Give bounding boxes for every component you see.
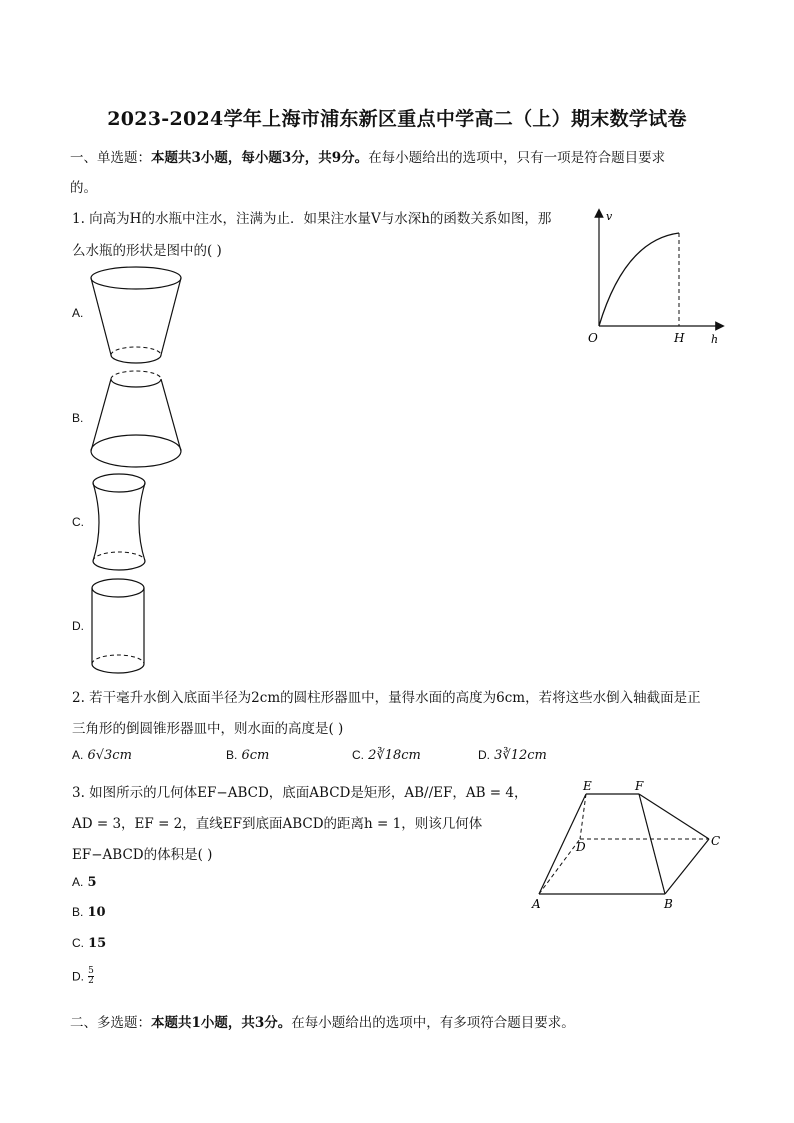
q1-option-d-shape[interactable] — [88, 576, 158, 681]
vertex-c-label: C — [711, 834, 721, 848]
q1-option-c-label[interactable]: C. — [72, 515, 84, 529]
x-axis-label: h — [711, 333, 719, 346]
h-mark-label: H — [674, 331, 685, 345]
q2-option-b-label: B. — [226, 748, 238, 762]
q2-option-c-value: 2∛18cm — [368, 748, 421, 763]
q2-option-a[interactable] — [72, 748, 132, 763]
section1-rest: 在每小题给出的选项中，只有一项是符合题目要求 — [368, 150, 666, 166]
q2-option-a-label: A. — [72, 748, 84, 762]
q3-text-line3: EF−ABCD的体积是( ) — [72, 847, 213, 863]
section1-bold: 本题共3小题，每小题3分，共9分。 — [151, 150, 369, 166]
y-axis-label: v — [606, 210, 613, 223]
volume-curve — [599, 233, 679, 326]
page-title: 2023-2024学年上海市浦东新区重点中学高二（上）期末数学试卷 — [107, 108, 687, 130]
q3-option-a[interactable] — [72, 875, 97, 890]
q3-solid-figure — [528, 776, 728, 914]
q3-option-c-value: 15 — [88, 936, 107, 951]
q2-option-c[interactable] — [352, 748, 421, 763]
q1-text-line2: 么水瓶的形状是图中的( ) — [72, 243, 222, 259]
q2-option-b[interactable] — [226, 748, 269, 763]
fraction-numerator: 5 — [88, 966, 94, 976]
q2-option-d-label: D. — [478, 748, 490, 762]
fraction-denominator: 2 — [88, 976, 94, 986]
q3-option-c-label: C. — [72, 936, 84, 950]
q1-volume-graph — [585, 205, 725, 350]
q2-option-c-label: C. — [352, 748, 364, 762]
q1-option-b-shape[interactable] — [88, 367, 188, 472]
vertex-a-label: A — [532, 897, 541, 911]
vertex-d-label: D — [576, 840, 586, 854]
q3-option-d-label: D. — [72, 969, 84, 984]
q3-text-line2: AD = 3，EF = 2，直线EF到底面ABCD的距离h = 1，则该几何体 — [72, 816, 483, 832]
q2-text-line2: 三角形的倒圆锥形器皿中，则水面的高度是( ) — [72, 721, 344, 737]
q1-option-a-shape[interactable] — [88, 265, 188, 367]
q3-option-b-label: B. — [72, 905, 84, 919]
q3-option-d[interactable] — [72, 967, 94, 986]
vertex-f-label: F — [635, 779, 644, 793]
q1-option-c-shape[interactable] — [88, 471, 158, 576]
origin-label: O — [588, 331, 598, 345]
q2-option-d[interactable] — [478, 748, 547, 763]
q3-option-d-fraction — [88, 967, 94, 986]
section1-prefix: 一、单选题： — [70, 150, 151, 166]
q3-option-b-value: 10 — [87, 905, 106, 920]
q2-option-a-value: 6√3cm — [87, 748, 132, 763]
vertex-e-label: E — [583, 779, 592, 793]
section2-rest: 在每小题给出的选项中，有多项符合题目要求。 — [291, 1015, 575, 1031]
section1-line2: 的。 — [70, 180, 97, 196]
q1-option-d-label[interactable]: D. — [72, 619, 84, 633]
q3-option-c[interactable] — [72, 936, 106, 951]
q1-option-a-label[interactable]: A. — [72, 306, 84, 320]
q3-option-a-value: 5 — [87, 875, 97, 890]
q3-option-a-label: A. — [72, 875, 84, 889]
section2-heading — [70, 1011, 575, 1031]
q3-text-line1: 3. 如图所示的几何体EF−ABCD，底面ABCD是矩形，AB//EF，AB = 4， — [72, 785, 528, 801]
q1-text-line1: 1. 向高为H的水瓶中注水，注满为止．如果注水量V与水深h的函数关系如图，那 — [72, 211, 552, 227]
section1-heading — [70, 146, 665, 166]
vertex-b-label: B — [664, 897, 673, 911]
q2-text-line1: 2. 若干毫升水倒入底面半径为2cm的圆柱形器皿中，量得水面的高度为6cm，若将这些水倒入轴截面是正 — [72, 690, 701, 706]
q2-option-b-value: 6cm — [241, 748, 270, 763]
q1-option-b-label[interactable]: B. — [72, 411, 84, 425]
q2-option-d-value: 3∛12cm — [494, 748, 547, 763]
q3-option-b[interactable] — [72, 905, 106, 920]
section2-bold: 本题共1小题，共3分。 — [151, 1015, 292, 1031]
section2-prefix: 二、多选题： — [70, 1015, 151, 1031]
